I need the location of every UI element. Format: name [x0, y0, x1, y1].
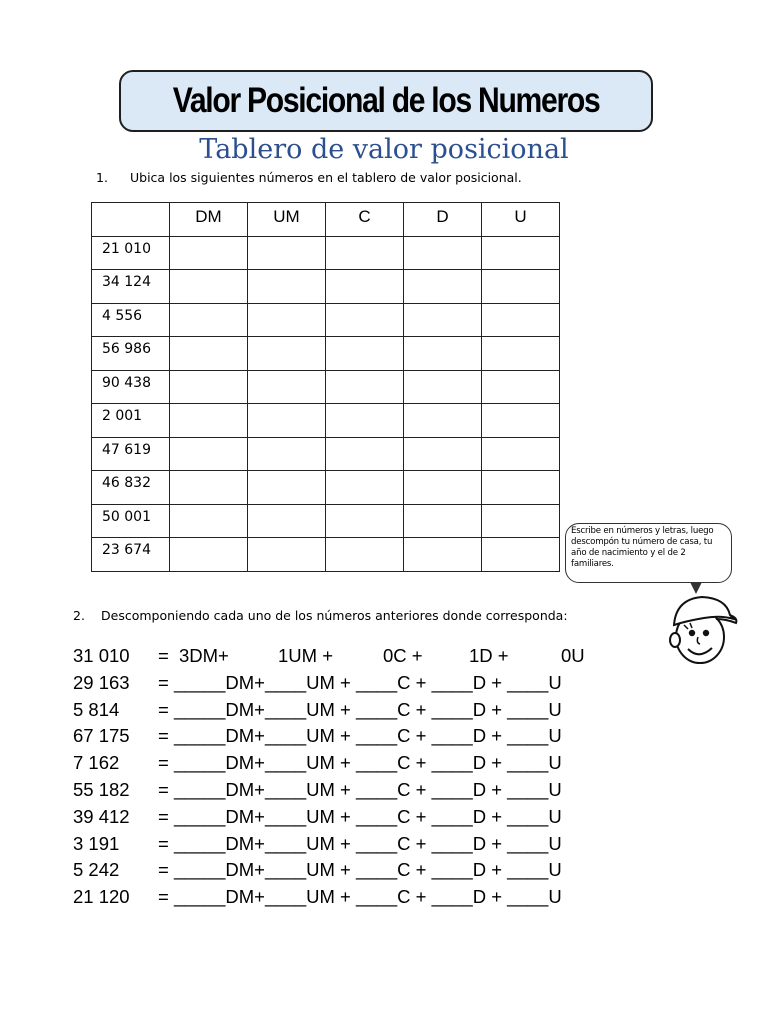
decomposition-number: 39 412 [73, 805, 130, 827]
decomposition-blanks[interactable]: = _____DM+____UM + ____C + ____D + ____U [158, 752, 562, 774]
decomposition-list [73, 645, 673, 913]
table-row [92, 270, 560, 304]
table-row [92, 370, 560, 404]
answer-cell-u[interactable] [482, 337, 560, 371]
answer-cell-u[interactable] [482, 303, 560, 337]
answer-cell-c[interactable] [326, 303, 404, 337]
table-row [92, 538, 560, 572]
table-row [92, 236, 560, 270]
exercise2-text: Descomponiendo cada uno de los números anteriores donde corresponda: [101, 608, 568, 623]
answer-cell-c[interactable] [326, 270, 404, 304]
exercise1-number: 1. [96, 170, 108, 185]
exercise2-number: 2. [73, 608, 85, 623]
answer-cell-c[interactable] [326, 471, 404, 505]
table-row [92, 471, 560, 505]
row-number-label: 90 438 [92, 370, 170, 404]
table-row [92, 404, 560, 438]
table-row [92, 504, 560, 538]
row-number-label: 46 832 [92, 471, 170, 505]
answer-cell-u[interactable] [482, 236, 560, 270]
example-part-dm: 3DM+ [179, 645, 229, 666]
example-equals: = [158, 645, 169, 666]
answer-cell-um[interactable] [248, 437, 326, 471]
answer-cell-um[interactable] [248, 404, 326, 438]
answer-cell-c[interactable] [326, 236, 404, 270]
answer-cell-dm[interactable] [170, 337, 248, 371]
answer-cell-c[interactable] [326, 504, 404, 538]
decomposition-blanks[interactable]: = _____DM+____UM + ____C + ____D + ____U [158, 832, 562, 854]
decomposition-blanks[interactable]: = _____DM+____UM + ____C + ____D + ____U [158, 725, 562, 747]
decomposition-number: 5 242 [73, 859, 120, 881]
row-number-label: 2 001 [92, 404, 170, 438]
decomposition-blanks[interactable]: = _____DM+____UM + ____C + ____D + ____U [158, 859, 562, 881]
row-number-label: 56 986 [92, 337, 170, 371]
answer-cell-dm[interactable] [170, 471, 248, 505]
decomposition-blanks[interactable]: = _____DM+____UM + ____C + ____D + ____U [158, 886, 562, 908]
answer-cell-d[interactable] [404, 504, 482, 538]
answer-cell-d[interactable] [404, 337, 482, 371]
answer-cell-u[interactable] [482, 471, 560, 505]
table-row [92, 337, 560, 371]
answer-cell-u[interactable] [482, 504, 560, 538]
decomposition-row [73, 672, 673, 699]
decomposition-number: 55 182 [73, 778, 130, 800]
column-header-u: U [482, 203, 560, 237]
decomposition-row [73, 699, 673, 726]
answer-cell-d[interactable] [404, 538, 482, 572]
decomposition-row [73, 806, 673, 833]
speech-bubble: Escribe en números y letras, luego descompón tu número de casa, tu año de nacimiento y el de 2 familiares. [565, 523, 732, 583]
decomposition-row [73, 886, 673, 913]
example-part-c: 0C + [383, 645, 423, 666]
answer-cell-um[interactable] [248, 337, 326, 371]
column-header-um: UM [248, 203, 326, 237]
answer-cell-d[interactable] [404, 270, 482, 304]
example-part-d: 1D + [469, 645, 509, 666]
exercise2-instruction [73, 608, 568, 623]
column-header-c: C [326, 203, 404, 237]
answer-cell-dm[interactable] [170, 370, 248, 404]
example-part-um: 1UM + [278, 645, 334, 666]
row-number-label: 47 619 [92, 437, 170, 471]
row-number-label: 50 001 [92, 504, 170, 538]
answer-cell-c[interactable] [326, 404, 404, 438]
decomposition-row [73, 725, 673, 752]
decomposition-number: 7 162 [73, 752, 120, 774]
page-subtitle: Tablero de valor posicional [199, 134, 569, 165]
page-title: Valor Posicional de los Numeros [172, 81, 600, 120]
column-header-dm: DM [170, 203, 248, 237]
answer-cell-dm[interactable] [170, 270, 248, 304]
answer-cell-um[interactable] [248, 471, 326, 505]
table-row [92, 303, 560, 337]
decomposition-number: 3 191 [73, 832, 120, 854]
answer-cell-dm[interactable] [170, 504, 248, 538]
answer-cell-u[interactable] [482, 437, 560, 471]
table-header-row [92, 203, 560, 237]
answer-cell-um[interactable] [248, 370, 326, 404]
row-number-label: 4 556 [92, 303, 170, 337]
answer-cell-dm[interactable] [170, 303, 248, 337]
answer-cell-dm[interactable] [170, 437, 248, 471]
row-number-label: 34 124 [92, 270, 170, 304]
answer-cell-dm[interactable] [170, 538, 248, 572]
answer-cell-c[interactable] [326, 370, 404, 404]
decomposition-blanks[interactable]: = _____DM+____UM + ____C + ____D + ____U [158, 671, 562, 693]
row-number-label: 21 010 [92, 236, 170, 270]
answer-cell-um[interactable] [248, 504, 326, 538]
answer-cell-d[interactable] [404, 236, 482, 270]
answer-cell-c[interactable] [326, 538, 404, 572]
answer-cell-c[interactable] [326, 437, 404, 471]
answer-cell-dm[interactable] [170, 236, 248, 270]
example-part-u: 0U [561, 645, 585, 666]
decomposition-number: 21 120 [73, 886, 130, 908]
decomposition-number: 29 163 [73, 671, 130, 693]
decomposition-blanks[interactable]: = _____DM+____UM + ____C + ____D + ____U [158, 698, 562, 720]
exercise1-text: Ubica los siguientes números en el tablero de valor posicional. [130, 170, 522, 185]
row-number-label: 23 674 [92, 538, 170, 572]
answer-cell-um[interactable] [248, 236, 326, 270]
decomposition-row [73, 752, 673, 779]
decomposition-row [73, 833, 673, 860]
answer-cell-um[interactable] [248, 538, 326, 572]
answer-cell-d[interactable] [404, 471, 482, 505]
place-value-table [91, 202, 560, 572]
answer-cell-um[interactable] [248, 303, 326, 337]
answer-cell-u[interactable] [482, 370, 560, 404]
table-row [92, 437, 560, 471]
decomposition-row [73, 859, 673, 886]
answer-cell-u[interactable] [482, 404, 560, 438]
answer-cell-c[interactable] [326, 337, 404, 371]
example-row [73, 645, 673, 672]
answer-cell-d[interactable] [404, 303, 482, 337]
table-corner-cell [92, 203, 170, 237]
answer-cell-d[interactable] [404, 437, 482, 471]
answer-cell-u[interactable] [482, 538, 560, 572]
example-number: 31 010 [73, 645, 130, 666]
title-banner [119, 70, 653, 132]
answer-cell-d[interactable] [404, 404, 482, 438]
column-header-d: D [404, 203, 482, 237]
exercise1-instruction [96, 170, 522, 185]
decomposition-blanks[interactable]: = _____DM+____UM + ____C + ____D + ____U [158, 805, 562, 827]
decomposition-number: 67 175 [73, 725, 130, 747]
decomposition-blanks[interactable]: = _____DM+____UM + ____C + ____D + ____U [158, 778, 562, 800]
decomposition-row [73, 779, 673, 806]
answer-cell-um[interactable] [248, 270, 326, 304]
answer-cell-dm[interactable] [170, 404, 248, 438]
answer-cell-d[interactable] [404, 370, 482, 404]
answer-cell-u[interactable] [482, 270, 560, 304]
decomposition-number: 5 814 [73, 698, 120, 720]
